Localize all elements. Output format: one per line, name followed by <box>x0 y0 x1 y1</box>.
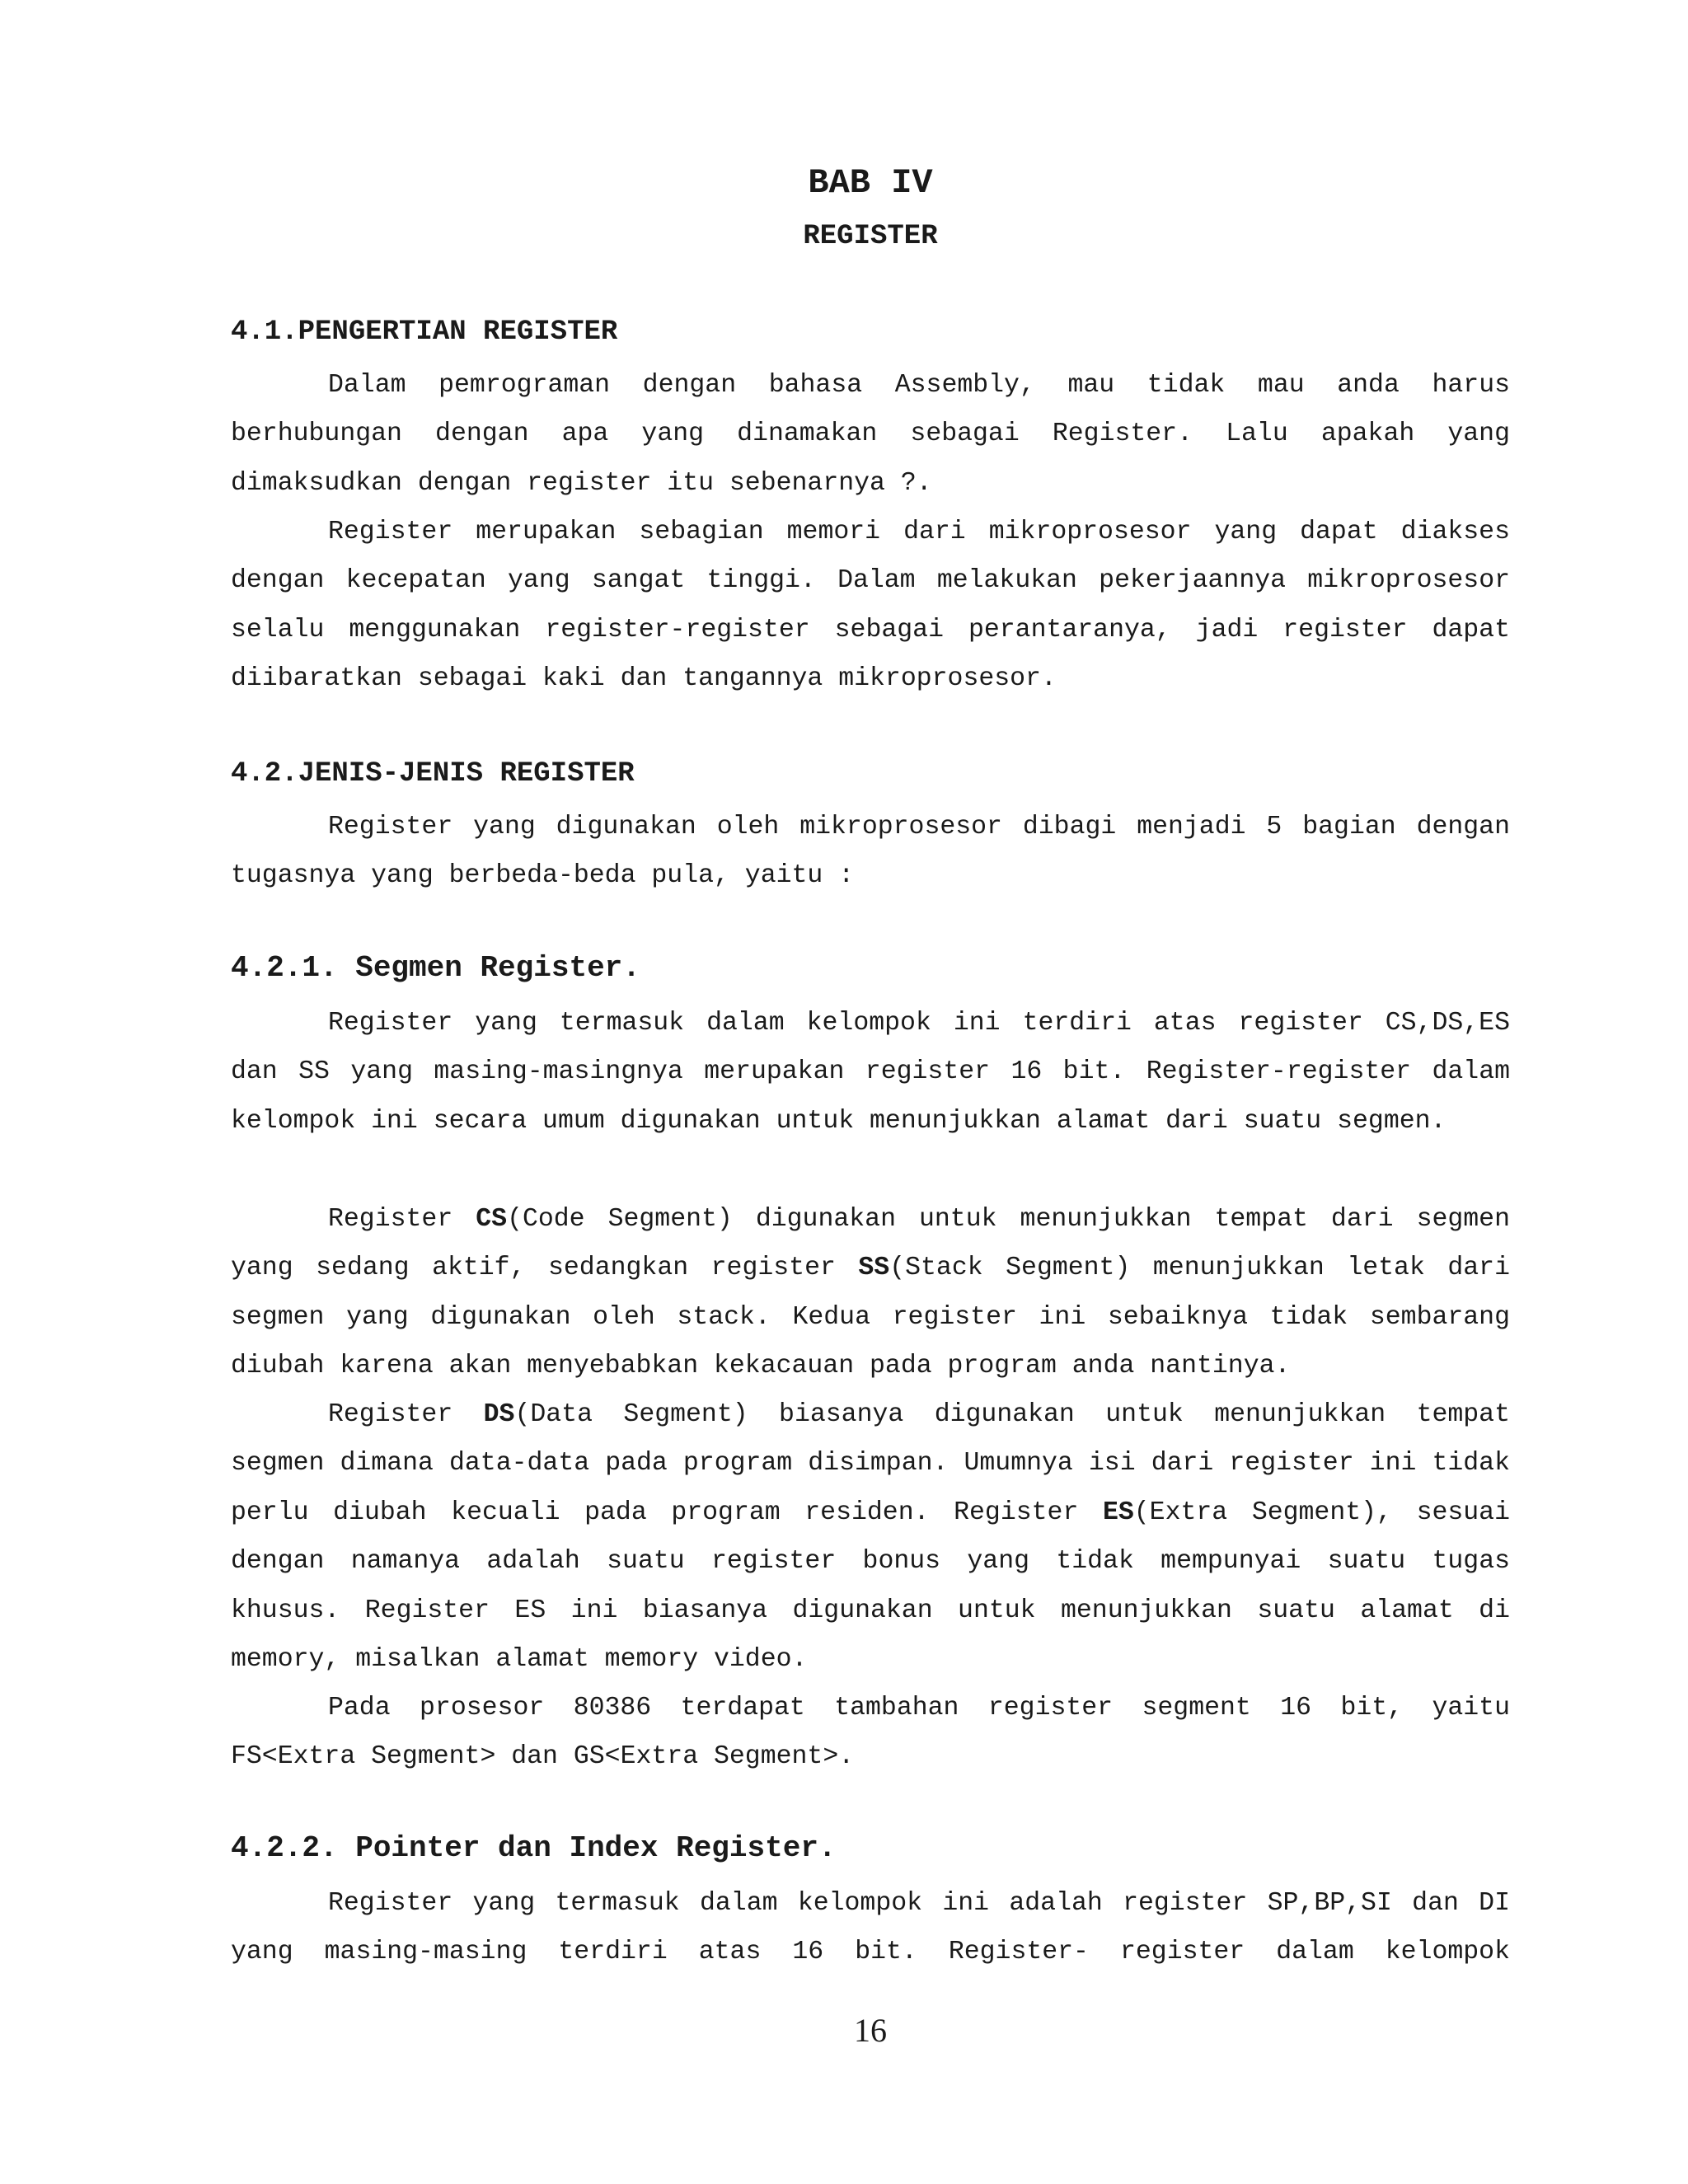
paragraph <box>231 1390 1510 1684</box>
text-run: (Data Segment) biasanya digunakan untuk menunjukkan tempat segmen dimana data-data pada program disimpan. Umumnya isi dari register ini tidak perlu diubah kecuali pada program residen. Register <box>231 1400 1510 1527</box>
paragraph: Register yang termasuk dalam kelompok ini adalah register SP,BP,SI dan DI yang masing-masing terdiri atas 16 bit. Register- register dalam kelompok <box>231 1889 1510 1967</box>
text-run: (Stack Segment) menunjukkan letak dari segmen yang digunakan oleh stack. Kedua register ini sebaiknya tidak sembarang diubah karena akan menyebabkan kekacauan pada program anda nantinya. <box>231 1254 1510 1381</box>
paragraph <box>231 1195 1510 1391</box>
subsection-heading-4-2-2: 4.2.2. Pointer dan Index Register. <box>231 1831 837 1865</box>
paragraph: Register merupakan sebagian memori dari mikroprosesor yang dapat diakses dengan kecepatan yang sangat tinggi. Dalam melakukan pekerjaannya mikroprosesor selalu menggunakan register-register sebagai perantaranya, jadi register dapat diibaratkan sebagai kaki dan tangannya mikroprosesor. <box>231 518 1510 694</box>
text-run: Register <box>328 1205 476 1234</box>
paragraph: Register yang termasuk dalam kelompok ini terdiri atas register CS,DS,ES dan SS yang masing-masingnya merupakan register 16 bit. Register-register dalam kelompok ini secara umum digunakan untuk menunjukkan alamat dari suatu segmen. <box>231 1009 1510 1136</box>
text-run: Register <box>328 1400 484 1429</box>
chapter-number: BAB IV <box>808 163 933 203</box>
text-run: (Extra Segment), sesuai dengan namanya adalah suatu register bonus yang tidak mempunyai suatu tugas khusus. Register ES ini biasanya digunakan untuk menunjukkan suatu alamat di memory, misalkan alamat memory video. <box>231 1497 1510 1675</box>
subsection-heading-4-2-1: 4.2.1. Segmen Register. <box>231 951 640 985</box>
section-heading-4-1: 4.1.PENGERTIAN REGISTER <box>231 316 618 348</box>
register-term-es: ES <box>1102 1497 1134 1527</box>
register-term-ds: DS <box>483 1400 515 1429</box>
text-run: (Code Segment) digunakan untuk menunjukkan tempat dari segmen yang sedang aktif, sedangkan register <box>231 1205 1510 1283</box>
document-page <box>231 0 1510 2184</box>
paragraph: Pada prosesor 80386 terdapat tambahan register segment 16 bit, yaitu FS<Extra Segment> dan GS<Extra Segment>. <box>231 1694 1510 1772</box>
section-heading-4-2: 4.2.JENIS-JENIS REGISTER <box>231 758 635 790</box>
register-term-ss: SS <box>858 1254 890 1283</box>
page-number: 16 <box>854 2012 887 2049</box>
register-term-cs: CS <box>476 1205 508 1234</box>
paragraph: Register yang digunakan oleh mikroprosesor dibagi menjadi 5 bagian dengan tugasnya yang berbeda-beda pula, yaitu : <box>231 813 1510 891</box>
paragraph: Dalam pemrograman dengan bahasa Assembly, mau tidak mau anda harus berhubungan dengan apa yang dinamakan sebagai Register. Lalu apakah yang dimaksudkan dengan register itu sebenarnya ?. <box>231 371 1510 498</box>
chapter-title: REGISTER <box>803 221 938 252</box>
